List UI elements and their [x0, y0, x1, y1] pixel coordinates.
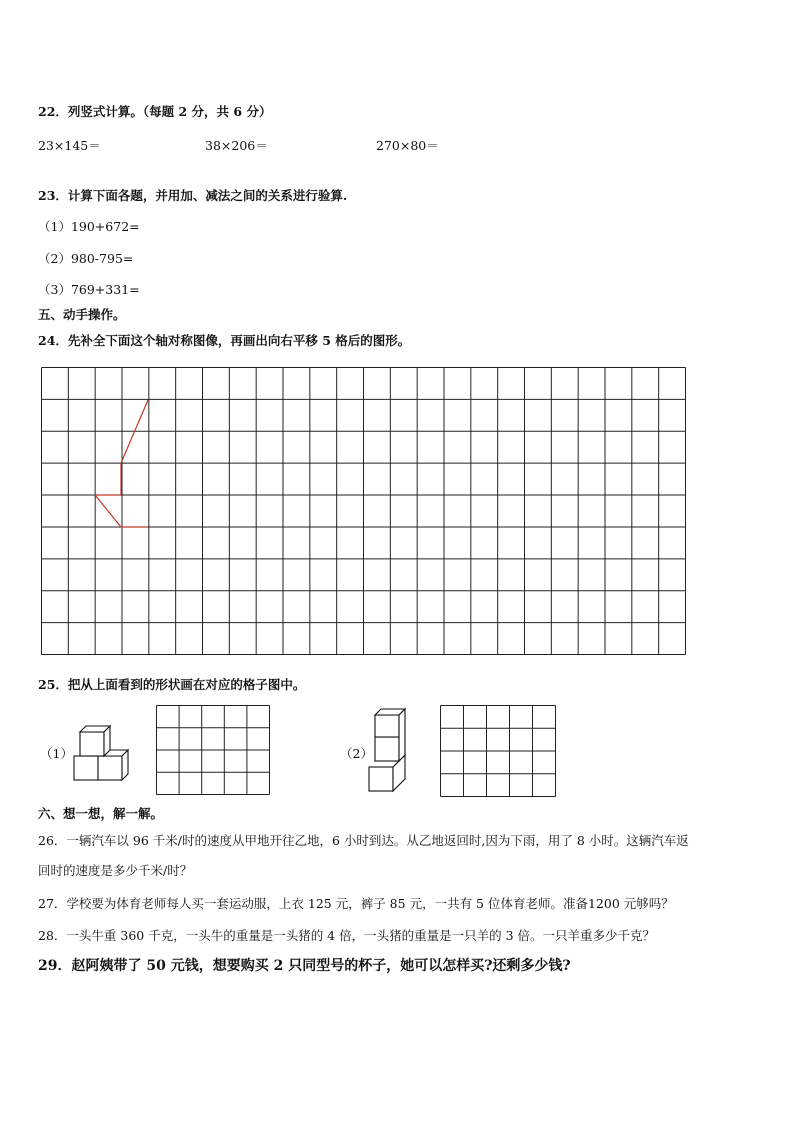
q24-title: 24．先补全下面这个轴对称图像，再画出向右平移 5 格后的图形。	[38, 333, 411, 348]
q25-title: 25．把从上面看到的形状画在对应的格子图中。	[38, 677, 306, 692]
q26-line-1: 26．一辆汽车以 96 千米/时的速度从甲地开往乙地，6 小时到达。从乙地返回时,因为下雨，用了 8 小时。这辆汽车返	[38, 833, 689, 848]
q25-grid-2[interactable]	[440, 705, 556, 797]
figure-diagonal-bottom	[95, 495, 121, 527]
section-6-heading: 六、想一想，解一解。	[38, 806, 164, 821]
q23-item-1: （1）190+672=	[38, 219, 140, 234]
cube-figure-2	[365, 707, 415, 793]
q25-grid-1[interactable]	[156, 705, 270, 795]
q22-item-1: 23×145＝	[38, 138, 101, 153]
q27-text: 27．学校要为体育老师每人买一套运动服，上衣 125 元，裤子 85 元，一共有 5 位体育老师。准备1200 元够吗？	[38, 896, 674, 911]
q26-line-2: 回时的速度是多少千米/时？	[38, 863, 193, 878]
q29-text: 29．赵阿姨带了 50 元钱，想要购买 2 只同型号的杯子，她可以怎样买?还剩多少钱?	[38, 958, 571, 974]
cube-figure-1	[70, 718, 130, 782]
q23-title: 23．计算下面各题，并用加、减法之间的关系进行验算.	[38, 188, 348, 203]
q22-item-3: 270×80＝	[376, 138, 439, 153]
q22-item-2: 38×206＝	[205, 138, 268, 153]
q25-label-1: （1）	[40, 746, 73, 761]
q25-label-2: （2）	[340, 746, 373, 761]
section-5-heading: 五、动手操作。	[38, 307, 126, 322]
q22-title: 22．列竖式计算。（每题 2 分，共 6 分）	[38, 104, 272, 119]
q28-text: 28．一头牛重 360 千克，一头牛的重量是一头猪的 4 倍，一头猪的重量是一只羊的 3 倍。一只羊重多少千克？	[38, 928, 656, 943]
q23-item-3: （3）769+331=	[38, 282, 140, 297]
q24-grid[interactable]	[41, 367, 686, 655]
q23-item-2: （2）980-795=	[38, 251, 134, 266]
